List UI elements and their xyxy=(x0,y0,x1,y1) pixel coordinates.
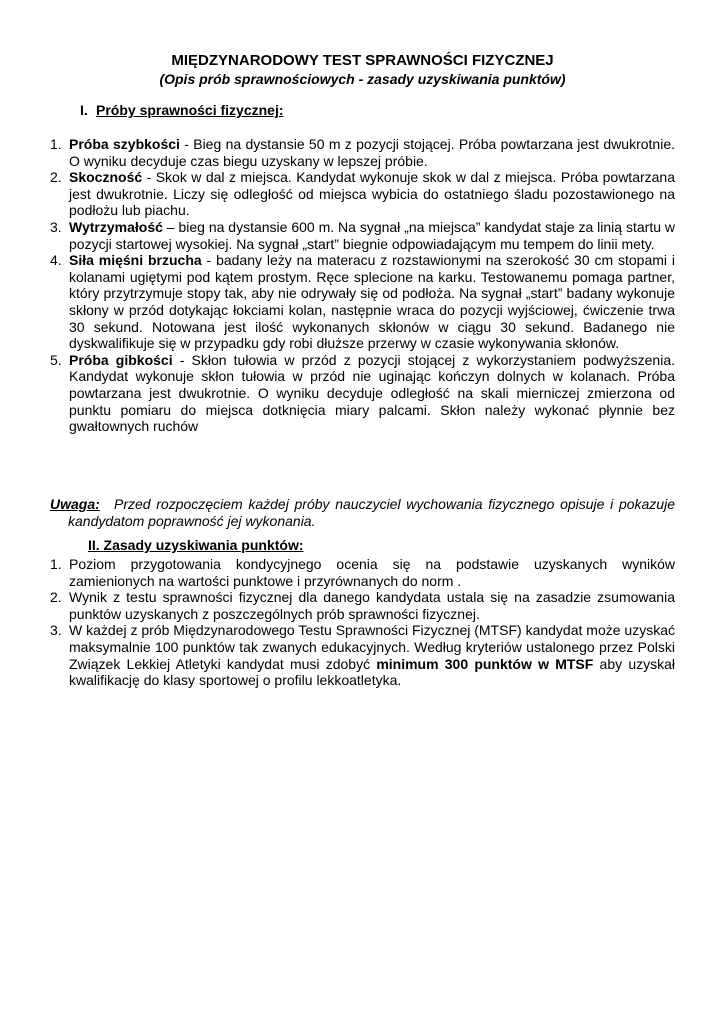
note-text: Przed rozpoczęciem każdej próby nauczyciel wychowania fizycznego opisuje i pokazuje kandydatom poprawność jej wykonania. xyxy=(68,496,675,529)
item-text: - Bieg na dystansie 50 m z pozycji stojącej. Próba powtarzana jest dwukrotnie. O wyniku decyduje czas biegu uzyskany w lepszej próbie. xyxy=(69,136,675,169)
section1-heading-text: Próby sprawności fizycznej: xyxy=(96,102,284,118)
document-subtitle: (Opis prób sprawnościowych - zasady uzyskiwania punktów) xyxy=(159,71,566,87)
item-emphasis: minimum 300 punktów w MTSF xyxy=(376,655,594,672)
item-number: 1. xyxy=(50,136,62,152)
item-text-end: aby uzyskał kwalifikację do klasy sportowej o profilu lekkoatletyka. xyxy=(69,655,675,689)
item-number: 3. xyxy=(50,218,62,235)
item-title: Próba szybkości xyxy=(69,136,180,152)
document-title: MIĘDZYNARODOWY TEST SPRAWNOŚCI FIZYCZNEJ xyxy=(171,52,554,69)
item-text: - Skłon tułowia w przód z pozycji stojącej z wykorzystaniem podwyższenia. Kandydat wykonuje skłon tułowia w przód nie uginając kończyn dolnych w kolanach. Próba powtarzana jest dwukrotnie. O wyniku decyduje odległość na skali mierniczej zmierzona od punktu pomiaru do miejsca dotknięcia miary palcami. Skłon należy wykonać płynnie bez gwałtownych ruchów xyxy=(69,351,675,435)
list-item xyxy=(50,352,675,435)
section1-number: I. xyxy=(80,102,88,118)
scoring-rules-list xyxy=(50,556,675,689)
list-item xyxy=(50,136,675,169)
item-title: Skoczność xyxy=(69,169,143,186)
list-item xyxy=(50,169,675,219)
item-text: Wynik z testu sprawności fizycznej dla danego kandydata ustala się na zasadzie zsumowania punktów uzyskanych z poszczególnych prób sprawności fizycznej. xyxy=(69,589,675,622)
item-number: 2. xyxy=(50,589,62,606)
item-text: - Skok w dal z miejsca. Kandydat wykonuje skok w dal z miejsca. Próba powtarzana jest dwukrotnie. Liczy się odległość od miejsca wybicia do ostatniego śladu pozostawionego na podłożu lub piachu. xyxy=(69,169,675,219)
section1-heading xyxy=(80,101,284,119)
list-item xyxy=(50,252,675,352)
list-item xyxy=(50,556,675,589)
item-text: Poziom przygotowania kondycyjnego ocenia się na podstawie uzyskanych wyników zamienionych na wartości punktowe i przyrównanych do norm . xyxy=(69,556,675,589)
fitness-tests-list xyxy=(50,136,675,435)
item-title: Wytrzymałość xyxy=(69,218,163,235)
list-item xyxy=(50,219,675,252)
item-number: 4. xyxy=(50,252,62,269)
item-text: – bieg na dystansie 600 m. Na sygnał „na miejsca” kandydat staje za linią startu w pozycji startowej wysokiej. Na sygnał „start” biegnie odpowiadającym mu tempem do linii mety. xyxy=(69,218,675,252)
section2-heading-text: II. Zasady uzyskiwania punktów: xyxy=(88,537,304,553)
item-text: W każdej z prób Międzynarodowego Testu Sprawności Fizycznej (MTSF) kandydat może uzyskać maksymalnie 100 punktów tak zwanych edukacyjnych. Według kryteriów ustalonego przez Polski Związek Lekkiej Atletyki kandydat musi zdobyć xyxy=(69,622,675,672)
item-number: 3. xyxy=(50,622,62,639)
list-item xyxy=(50,589,675,622)
item-title: Siła mięśni brzucha xyxy=(69,252,202,269)
item-text: - badany leży na materacu z rozstawionymi na szerokość 30 cm stopami i kolanami ugiętymi pod kątem prostym. Ręce splecione na karku. Testowanemu pomaga partner, który przytrzymuje stopy tak, aby nie odrywały się od podłoża. Na sygnał „start” badany wykonuje skłony w przód dotykając łokciami kolan, następnie wraca do pozycji wyjściowej, ćwiczenie trwa 30 sekund. Notowana jest ilość wykonanych skłonów w ciągu 30 sekund. Badanego nie dyskwalifikuje się w przypadku gdy robi dłuższe przerwy w czasie wykonywania skłonów. xyxy=(69,252,675,352)
item-title: Próba gibkości xyxy=(69,351,173,368)
section2-heading xyxy=(88,536,304,554)
list-item xyxy=(50,622,675,688)
item-number: 2. xyxy=(50,169,62,186)
item-number: 1. xyxy=(50,556,62,572)
note-paragraph xyxy=(50,496,675,529)
note-label: Uwaga: xyxy=(50,496,100,512)
item-number: 5. xyxy=(50,351,62,368)
